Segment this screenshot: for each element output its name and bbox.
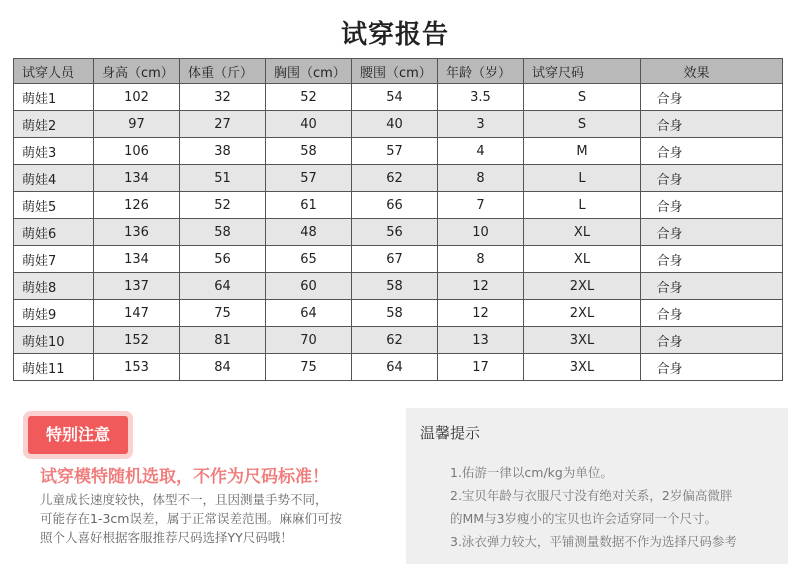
waist-cell: 58 — [352, 273, 438, 300]
effect-cell: 合身 — [641, 84, 783, 111]
tester-cell: 萌娃5 — [14, 192, 94, 219]
waist-cell: 62 — [352, 327, 438, 354]
size-cell: 3XL — [524, 354, 641, 381]
size-cell: S — [524, 84, 641, 111]
tips-list — [450, 461, 786, 553]
height-cell: 106 — [94, 138, 180, 165]
weight-cell: 81 — [180, 327, 266, 354]
waist-cell: 54 — [352, 84, 438, 111]
size-cell: M — [524, 138, 641, 165]
waist-cell: 58 — [352, 300, 438, 327]
special-notice — [20, 408, 395, 558]
table-row — [14, 84, 783, 111]
age-cell: 13 — [438, 327, 524, 354]
effect-cell: 合身 — [641, 327, 783, 354]
height-cell: 126 — [94, 192, 180, 219]
tester-cell: 萌娃2 — [14, 111, 94, 138]
chest-cell: 52 — [266, 84, 352, 111]
waist-cell: 40 — [352, 111, 438, 138]
waist-cell: 56 — [352, 219, 438, 246]
effect-cell: 合身 — [641, 165, 783, 192]
col-header-height: 身高（cm） — [94, 59, 180, 84]
effect-cell: 合身 — [641, 192, 783, 219]
effect-cell: 合身 — [641, 219, 783, 246]
size-cell: 3XL — [524, 327, 641, 354]
tester-cell: 萌娃10 — [14, 327, 94, 354]
size-cell: L — [524, 192, 641, 219]
table-row — [14, 138, 783, 165]
size-cell: S — [524, 111, 641, 138]
height-cell: 147 — [94, 300, 180, 327]
effect-cell: 合身 — [641, 111, 783, 138]
height-cell: 134 — [94, 246, 180, 273]
effect-cell: 合身 — [641, 246, 783, 273]
chest-cell: 65 — [266, 246, 352, 273]
chest-cell: 58 — [266, 138, 352, 165]
table-row — [14, 192, 783, 219]
effect-cell: 合身 — [641, 300, 783, 327]
table-row — [14, 246, 783, 273]
notice-line: 可能存在1-3cm误差，属于正常误差范围。麻麻们可按 — [40, 511, 342, 526]
waist-cell: 64 — [352, 354, 438, 381]
weight-cell: 51 — [180, 165, 266, 192]
waist-cell: 67 — [352, 246, 438, 273]
age-cell: 12 — [438, 300, 524, 327]
notice-headline: 试穿模特随机选取，不作为尺码标准！ — [40, 467, 329, 487]
height-cell: 102 — [94, 84, 180, 111]
table-row — [14, 327, 783, 354]
height-cell: 153 — [94, 354, 180, 381]
table-row — [14, 165, 783, 192]
tester-cell: 萌娃3 — [14, 138, 94, 165]
weight-cell: 56 — [180, 246, 266, 273]
chest-cell: 57 — [266, 165, 352, 192]
tester-cell: 萌娃11 — [14, 354, 94, 381]
tips-panel — [406, 408, 788, 564]
waist-cell: 62 — [352, 165, 438, 192]
tip-item: 3.泳衣弹力较大，平铺测量数据不作为选择尺码参考 — [450, 534, 737, 549]
fitting-report-table — [13, 58, 783, 381]
waist-cell: 57 — [352, 138, 438, 165]
col-header-waist: 腰围（cm） — [352, 59, 438, 84]
weight-cell: 75 — [180, 300, 266, 327]
col-header-age: 年龄（岁） — [438, 59, 524, 84]
height-cell: 136 — [94, 219, 180, 246]
height-cell: 152 — [94, 327, 180, 354]
col-header-chest: 胸围（cm） — [266, 59, 352, 84]
weight-cell: 84 — [180, 354, 266, 381]
weight-cell: 64 — [180, 273, 266, 300]
age-cell: 17 — [438, 354, 524, 381]
weight-cell: 38 — [180, 138, 266, 165]
size-cell: 2XL — [524, 273, 641, 300]
size-cell: XL — [524, 246, 641, 273]
age-cell: 4 — [438, 138, 524, 165]
tip-item: 1.佑游一律以cm/kg为单位。 — [450, 465, 613, 480]
chest-cell: 60 — [266, 273, 352, 300]
notice-line: 儿童成长速度较快，体型不一，且因测量手势不同， — [40, 492, 328, 507]
notice-body — [40, 490, 410, 547]
table-row — [14, 111, 783, 138]
table-row — [14, 300, 783, 327]
table-header-row — [14, 59, 783, 84]
height-cell: 137 — [94, 273, 180, 300]
age-cell: 8 — [438, 165, 524, 192]
tester-cell: 萌娃1 — [14, 84, 94, 111]
tester-cell: 萌娃9 — [14, 300, 94, 327]
special-notice-badge: 特别注意 — [28, 416, 128, 454]
page-title: 试穿报告 — [340, 20, 449, 50]
age-cell: 12 — [438, 273, 524, 300]
tip-item: 的MM与3岁瘦小的宝贝也许会适穿同一个尺寸。 — [450, 511, 718, 526]
table-row — [14, 219, 783, 246]
age-cell: 8 — [438, 246, 524, 273]
tips-title: 温馨提示 — [420, 424, 481, 442]
col-header-size: 试穿尺码 — [524, 59, 641, 84]
weight-cell: 27 — [180, 111, 266, 138]
size-cell: XL — [524, 219, 641, 246]
effect-cell: 合身 — [641, 273, 783, 300]
tester-cell: 萌娃6 — [14, 219, 94, 246]
height-cell: 134 — [94, 165, 180, 192]
weight-cell: 58 — [180, 219, 266, 246]
chest-cell: 75 — [266, 354, 352, 381]
weight-cell: 32 — [180, 84, 266, 111]
notice-line: 照个人喜好根据客服推荐尺码选择YY尺码哦！ — [40, 530, 293, 545]
tester-cell: 萌娃7 — [14, 246, 94, 273]
height-cell: 97 — [94, 111, 180, 138]
chest-cell: 61 — [266, 192, 352, 219]
col-header-tester: 试穿人员 — [14, 59, 94, 84]
age-cell: 3.5 — [438, 84, 524, 111]
tip-item: 2.宝贝年龄与衣服尺寸没有绝对关系，2岁偏高微胖 — [450, 488, 733, 503]
age-cell: 10 — [438, 219, 524, 246]
age-cell: 7 — [438, 192, 524, 219]
tester-cell: 萌娃8 — [14, 273, 94, 300]
size-cell: L — [524, 165, 641, 192]
weight-cell: 52 — [180, 192, 266, 219]
waist-cell: 66 — [352, 192, 438, 219]
chest-cell: 70 — [266, 327, 352, 354]
chest-cell: 64 — [266, 300, 352, 327]
size-cell: 2XL — [524, 300, 641, 327]
col-header-effect: 效果 — [641, 59, 783, 84]
effect-cell: 合身 — [641, 354, 783, 381]
table-row — [14, 273, 783, 300]
effect-cell: 合身 — [641, 138, 783, 165]
table-row — [14, 354, 783, 381]
col-header-weight: 体重（斤） — [180, 59, 266, 84]
chest-cell: 40 — [266, 111, 352, 138]
chest-cell: 48 — [266, 219, 352, 246]
age-cell: 3 — [438, 111, 524, 138]
tester-cell: 萌娃4 — [14, 165, 94, 192]
